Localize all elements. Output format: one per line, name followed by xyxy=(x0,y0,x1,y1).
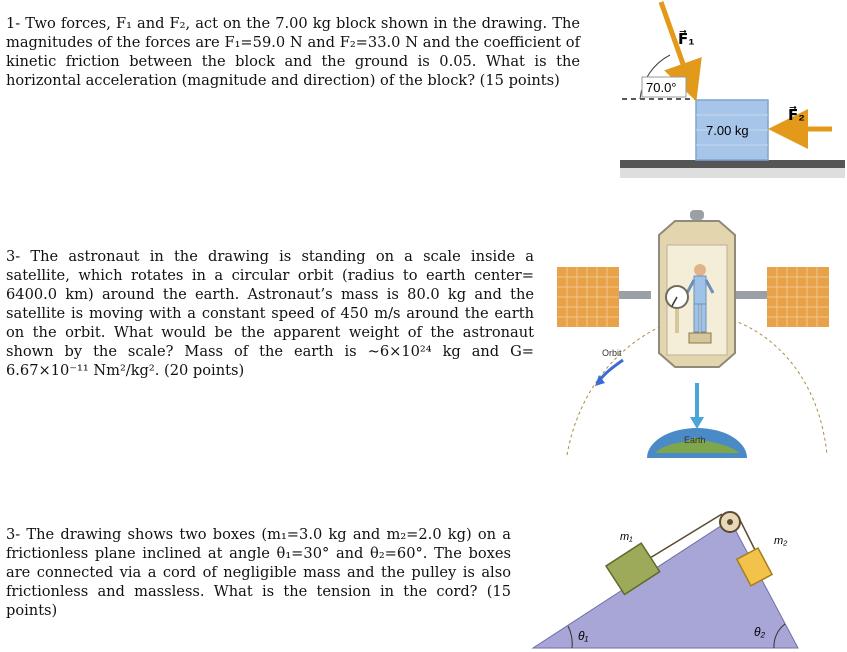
ground xyxy=(620,160,845,168)
problem-1-text: 1- Two forces, F₁ and F₂, act on the 7.00 kg block shown in the drawing. The magnitudes of the forces are F₁=59.0 N and F₂=33.0 N and the coefficient of kinetic friction between the block and the ground is 0.05. What is the horizontal acceleration (magnitude and direction) of the block? (15 points) xyxy=(6,15,580,89)
orbit-label: Orbit xyxy=(602,348,622,358)
scale xyxy=(689,333,711,343)
figure-incline-pulley xyxy=(530,508,847,652)
solar-panel-right xyxy=(767,267,829,327)
theta1-label: θ₁ xyxy=(578,629,589,643)
problem-3-text: 3- The drawing shows two boxes (m₁=3.0 kg and m₂=2.0 kg) on a frictionless plane inclined at angle θ₁=30° and θ₂=60°. The boxes are connected via a cord of negligible mass and the pulley is also frictionless and massless. What is the tension in the cord? (15 points) xyxy=(6,526,511,619)
m2-label: m₂ xyxy=(774,535,788,547)
problem-2-text: 3- The astronaut in the drawing is standing on a scale inside a satellite, which rotates in a circular orbit (radius to earth center= 6400.0 km) around the earth. Astronaut’s mass is 80.0 kg and the satellite is moving with a constant speed of 450 m/s around the earth on the orbit. What would be the apparent weight of the astronaut shown by the scale? Mass of the earth is ~6×10²⁴ kg and G= 6.67×10⁻¹¹ Nm²/kg². (20 points) xyxy=(6,248,534,379)
f2-label: F⃗₂ xyxy=(788,107,805,124)
satellite-antenna xyxy=(690,210,704,220)
solar-panel-left xyxy=(557,267,619,327)
m1-label: m₁ xyxy=(620,531,633,543)
block-mass-label: 7.00 kg xyxy=(706,123,749,138)
figure-satellite xyxy=(555,205,847,460)
figure-block-forces xyxy=(600,0,847,185)
angle-label: 70.0° xyxy=(646,80,677,95)
earth-label: Earth xyxy=(684,435,706,445)
f1-label: F⃗₁ xyxy=(678,31,695,48)
theta2-label: θ₂ xyxy=(754,625,766,639)
